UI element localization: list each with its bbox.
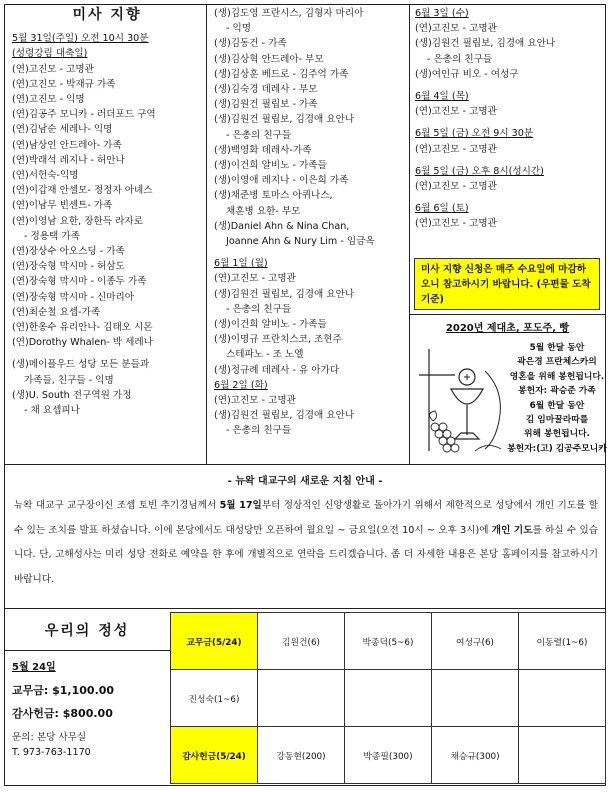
mass-list-1	[12, 31, 202, 418]
dedication-title: 2020년 제대초, 포도주, 빵	[445, 323, 570, 334]
mass-intention: (연)고진모 - 익명	[12, 94, 85, 106]
mass-date: 6월 3일 (수)	[415, 8, 469, 19]
mass-intention: (연)고진모 - 고명관	[415, 218, 497, 230]
mass-intention: (연)고진모 - 고명관	[214, 395, 296, 407]
mass-intention: 가족들, 친구들 - 익명	[24, 374, 114, 386]
mass-intention: (생)채준병 토마스 아퀴나스,	[214, 190, 333, 202]
offering-table-cell: 강동현(200)	[258, 727, 345, 784]
dedication-text	[507, 341, 607, 456]
mass-intention: (생)김동건 - 가족	[214, 38, 287, 50]
mass-intention: - 익명	[226, 23, 252, 35]
mass-intention: (연)김남순 세레나- 익명	[12, 124, 113, 136]
mass-column-2	[214, 6, 410, 439]
mass-intention: (연)고진모 - 고명관	[415, 143, 497, 155]
mass-intention: (연)최순철 요셉-가족	[12, 306, 101, 318]
mass-intention: (연)한옹수 유리안나- 김태오 시몬	[12, 322, 153, 334]
offering-table-row	[171, 613, 606, 670]
column-divider	[206, 4, 207, 464]
offering-table-cell	[519, 727, 606, 784]
offering-table-cell: 진성숙(1~6)	[171, 670, 258, 727]
offering-table-cell	[258, 670, 345, 727]
dedication-box	[409, 314, 606, 464]
guideline-bold-date: 5월 17일	[219, 500, 262, 511]
mass-intention: - 채 요셉피나	[24, 405, 80, 417]
mass-intention: - 은총의 친구들	[226, 303, 292, 315]
offering-table-cell: 감사헌금(5/24)	[171, 727, 258, 784]
offering-table-cell: 박종덕(5~6)	[345, 613, 432, 670]
offering-dues	[12, 682, 114, 698]
mass-intention: (연)고진모 - 박재규 가족	[12, 78, 116, 90]
mass-intention: (연)장숙형 막시마 - 신마리아	[12, 291, 135, 303]
mass-intention: (연)이갑재 안셀모- 정정자 아녜스	[12, 185, 153, 197]
mass-column-1	[12, 6, 202, 418]
mass-intention: (연)남상인 안드레아- 가족	[12, 139, 122, 151]
thanks-label: 감사헌금:	[12, 707, 59, 720]
mass-intention: (연)박래석 레지나 - 허안나	[12, 154, 125, 166]
mass-intention: (생)메이플우드 성당 모든 분들과	[12, 359, 150, 371]
mass-list-3	[415, 6, 605, 232]
dedication-line: 곽은경 프란체스카의	[517, 357, 597, 368]
mass-date: 6월 1일 (월)	[214, 258, 268, 270]
offering-table-cell: 교무금(5/24)	[171, 613, 258, 670]
guideline-text: 부터 정상적인 신앙생활로 돌아가기 위해서 제한적으로 성당에서 개인 기도를 할 수 있는 조치를 발표 하셨습니다. 이에 본당에서도 대성당만 오픈하여 월요일 ~ 금요일(오전 10시 ~ 오후 3시)에	[14, 500, 599, 536]
mass-date: 6월 2일 (화)	[214, 379, 268, 391]
offering-table-cell: 김원건(6)	[258, 613, 345, 670]
contact-phone: T. 973-763-1170	[12, 747, 91, 758]
section-divider	[4, 464, 606, 465]
offering-table-row	[171, 727, 606, 784]
offering-table-cell: 이동렬(1~6)	[519, 613, 606, 670]
mass-intention: (생)김도영 프란시스, 김형자 마리아	[214, 8, 364, 19]
spacer	[415, 82, 605, 89]
offering-table-cell	[432, 670, 519, 727]
mass-column-3	[415, 6, 605, 232]
mass-intention: (연)Dorothy Whalen- 박 세레나	[12, 337, 153, 349]
mass-intention: (생)이건희 알비노 - 가족들	[214, 160, 327, 172]
offering-table	[170, 612, 606, 784]
mass-intention: (연)서헌숙-익명	[12, 170, 79, 182]
mass-intention: (생)김원건 필립보, 김경애 요안나	[214, 410, 355, 422]
mass-list-2	[214, 6, 410, 439]
mass-intention: (연)고진모 - 고명관	[415, 181, 497, 193]
mass-request-notice: 미사 지향 신청은 매주 수요일에 마감하오니 참고하시기 바랍니다. (우편물 도착 기준)	[414, 258, 600, 310]
mass-date: 6월 5일 (금) 오전 9시 30분	[415, 128, 534, 140]
dues-label: 교무금:	[12, 684, 49, 697]
offering-contact	[12, 730, 91, 760]
mass-intention: (생)Daniel Ahn & Nina Chan,	[214, 220, 350, 232]
guideline-text: 를 하실 수 있습니다. 단, 고해성사는 미리 성당 전화로 예약을 한 후에 개별적으로 연락을 드리겠습니다. 좀 더 자세한 내용은 본당 홈페이지를 참고하시기 바랍니다.	[14, 524, 598, 585]
mass-intention: 채훈병 요한- 부모	[226, 205, 301, 217]
mass-date: 6월 4일 (목)	[415, 91, 469, 103]
spacer	[415, 194, 605, 201]
offering-table-row	[171, 670, 606, 727]
mass-intention: (연)고진모 - 고명관	[415, 106, 497, 118]
mass-intention: (연)이영남 요한, 장한득 라자로	[12, 215, 143, 227]
guideline-body	[14, 494, 598, 592]
mass-intention: (생)김원건 필립보, 김경애 요안나	[415, 38, 556, 50]
mass-intention: (연)고진모 - 고명관	[214, 273, 296, 285]
mass-intention: (생)김원건 필립보, 김경애 요안나	[214, 114, 355, 126]
mass-intention: (생)김원건 필립보 - 가족	[214, 99, 318, 111]
offering-thanks	[12, 705, 113, 721]
dedication-line: 6월 한달 동안	[529, 400, 585, 411]
dedication-line: 5월 한달 동안	[529, 343, 585, 353]
dedication-line: 영혼을 위해 봉헌됩니다.	[509, 371, 605, 382]
contact-office: 문의: 본당 사무실	[12, 732, 87, 743]
offering-divider	[4, 650, 170, 651]
mass-intention: (연)장숙형 막시마 - 이종두 가족	[12, 276, 147, 288]
dedication-line: 김 임마꿀라따를	[525, 415, 589, 426]
mass-intention: 스테파노 - 조 노엘	[226, 349, 304, 361]
mass-intention: (생)정규례 데레사 - 유 아가다	[214, 364, 340, 376]
guideline-title: - 뉴왁 대교구의 새로운 지침 안내 -	[227, 476, 383, 487]
mass-date: 6월 6일 (토)	[415, 203, 469, 215]
offering-date: 5월 24일	[12, 662, 56, 673]
mass-intention: (생)김상혁 안드레아- 부모	[214, 53, 324, 65]
mass-intention: (연)이남무 빈센트- 가족	[12, 200, 113, 212]
mass-intention: - 은총의 친구들	[226, 129, 292, 141]
chalice-grapes-icon	[415, 341, 507, 459]
mass-intention: - 정용택 가족	[24, 230, 80, 242]
offering-summary	[4, 612, 170, 786]
mass-intention: (연)김공주 모니카 - 러더포드 구역	[12, 109, 156, 121]
section-divider	[4, 608, 606, 609]
mass-date: 6월 5일 (금) 오후 8시(성시간)	[415, 165, 544, 177]
spacer	[214, 249, 410, 256]
mass-intention: (생)이명규 프란치스코, 조현주	[214, 334, 342, 346]
thanks-value: $800.00	[62, 707, 113, 720]
mass-date: 5월 31일(주일) 오전 10시 30분	[12, 33, 149, 45]
offering-table-cell	[519, 670, 606, 727]
mass-intention: (연)고진모 - 고명관	[12, 63, 94, 75]
mass-intention: (생)이영애 레지나 - 이은희 가족	[214, 175, 349, 187]
mass-intention: - 은총의 친구들	[427, 53, 493, 65]
mass-intention: (연)장숙형 막시마 - 허삼도	[12, 261, 125, 273]
guideline-text: 뉴왁 대교구 교구장이신 조셉 토빈 추기경님께서	[14, 500, 220, 511]
offering-table-cell	[345, 670, 432, 727]
mass-intention: (연)고진모 - 고명관	[415, 23, 497, 35]
mass-intention: Joanne Ahn & Nury Lim - 임금옥	[226, 236, 375, 248]
mass-intention: (생)이건희 알비노 - 가족들	[214, 319, 327, 331]
mass-intention: (생)김상훈 베드로 - 김주억 가족	[214, 68, 349, 80]
dedication-line: 봉헌자: 곽승준 가족	[518, 386, 596, 397]
mass-intention: (생)김원건 필립보, 김경애 요안나	[214, 288, 355, 300]
dedication-line: 위해 봉헌됩니다.	[524, 429, 590, 440]
mass-intention: - 은총의 친구들	[226, 425, 292, 437]
spacer	[12, 350, 202, 357]
mass-title: 미사 지향	[72, 7, 142, 23]
mass-intention: (생)백영화 데레사-가족	[214, 144, 312, 156]
offering-title: 우리의 정성	[44, 623, 130, 639]
dues-value: $1,100.00	[52, 684, 115, 697]
offering-table-cell: 채승규(300)	[432, 727, 519, 784]
offering-table-cell: 박종필(300)	[345, 727, 432, 784]
mass-intention: (연)장상수 아오스딩 - 가족	[12, 246, 125, 258]
dedication-line: 봉헌자:(고) 김공주모니카	[507, 443, 607, 454]
spacer	[415, 119, 605, 126]
mass-date: (성령강림 대축일)	[12, 48, 88, 60]
offering-table-cell: 여성구(6)	[432, 613, 519, 670]
mass-intention: (생)김숙경 데레사 - 부모	[214, 84, 318, 96]
mass-intention: (생)U. South 전구역원 가정	[12, 389, 132, 401]
guideline-bold-prayer: 개인 기도	[491, 524, 533, 536]
mass-intention: (생)여인규 비오 - 여성구	[415, 68, 519, 80]
spacer	[415, 157, 605, 164]
